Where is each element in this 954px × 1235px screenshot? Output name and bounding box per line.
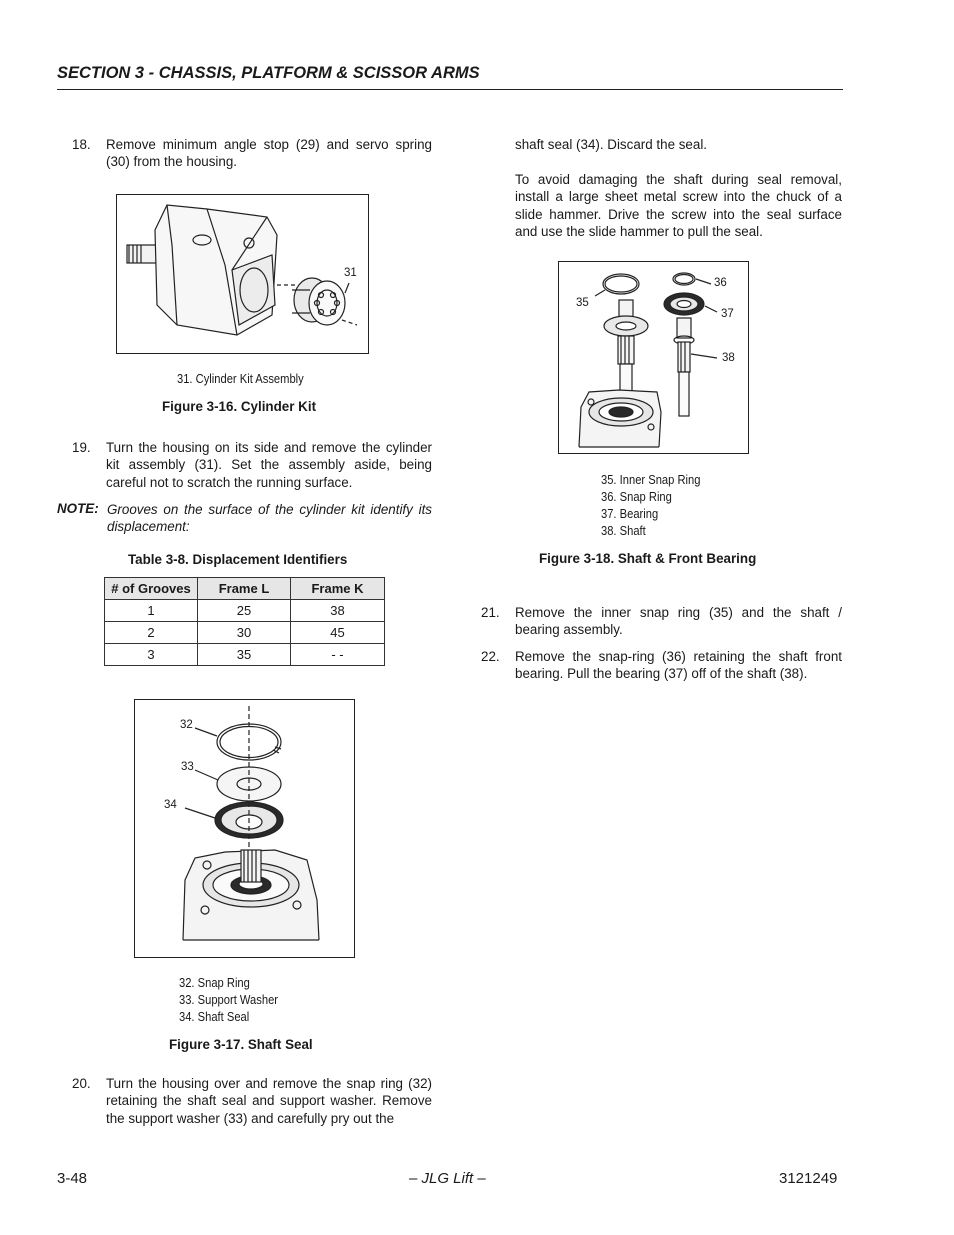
fig18-legend-item-38: 38. Shaft <box>601 523 646 538</box>
table-header-cell: Frame K <box>291 578 385 600</box>
footer-brand: – JLG Lift – <box>409 1170 486 1187</box>
fig18-callout-37: 37 <box>721 308 734 320</box>
seal-removal-tip: To avoid damaging the shaft during seal removal, install a large sheet metal screw into the chuck of a slide hammer. Drive the screw into the seal surface and use the slide hammer to pull the seal. <box>515 172 842 239</box>
table-cell: - - <box>291 644 385 666</box>
shaft-bearing-illustration <box>559 262 747 452</box>
table-cell: 45 <box>291 622 385 644</box>
fig17-legend-item-34: 34. Shaft Seal <box>179 1009 250 1024</box>
fig17-legend-item-32: 32. Snap Ring <box>179 975 250 990</box>
fig17-legend-item-33: 33. Support Washer <box>179 992 279 1007</box>
header-rule <box>57 89 843 90</box>
table-header-cell: Frame L <box>198 578 291 600</box>
step-19-number: 19. <box>72 440 91 455</box>
table-row <box>105 644 385 666</box>
step-20-continued-text: shaft seal (34). Discard the seal. <box>515 137 708 152</box>
fig17-callout-32: 32 <box>180 719 193 731</box>
note-label: NOTE: <box>57 501 99 516</box>
table-cell: 38 <box>291 600 385 622</box>
fig18-legend-item-36: 36. Snap Ring <box>601 489 672 504</box>
fig16-callout-31: 31 <box>344 267 357 279</box>
step-18-number: 18. <box>72 137 91 152</box>
figure-3-18-caption: Figure 3-18. Shaft & Front Bearing <box>539 551 757 566</box>
shaft-seal-illustration <box>135 700 353 956</box>
fig18-callout-38: 38 <box>722 352 735 364</box>
document-number: 3121249 <box>779 1170 838 1187</box>
fig18-callout-35: 35 <box>576 297 589 309</box>
figure-3-16-caption: Figure 3-16. Cylinder Kit <box>162 399 317 414</box>
fig18-legend-item-35: 35. Inner Snap Ring <box>601 472 701 487</box>
step-22-text: Remove the snap-ring (36) retaining the shaft front bearing. Pull the bearing (37) off of the shaft (38). <box>515 649 842 682</box>
displacement-table <box>104 577 385 666</box>
fig17-callout-33: 33 <box>181 761 194 773</box>
table-cell: 2 <box>105 622 198 644</box>
page-number: 3-48 <box>57 1170 88 1187</box>
table-cell: 25 <box>198 600 291 622</box>
table-3-8-title: Table 3-8. Displacement Identifiers <box>128 552 348 567</box>
figure-3-16-image <box>116 194 369 354</box>
step-18-text: Remove minimum angle stop (29) and servo spring (30) from the housing. <box>106 137 432 170</box>
note-text: Grooves on the surface of the cylinder kit identify its displacement: <box>107 502 432 535</box>
figure-3-18-image <box>558 261 749 454</box>
table-cell: 30 <box>198 622 291 644</box>
table-header-cell: # of Grooves <box>105 578 198 600</box>
step-20-text: Turn the housing over and remove the snap ring (32) retaining the shaft seal and support washer. Remove the support washer (33) and carefully pry out the <box>106 1076 432 1126</box>
step-22-number: 22. <box>481 649 500 664</box>
step-20-number: 20. <box>72 1076 91 1091</box>
section-header: SECTION 3 - CHASSIS, PLATFORM & SCISSOR ARMS <box>57 64 480 82</box>
cylinder-kit-illustration <box>117 195 367 352</box>
table-cell: 1 <box>105 600 198 622</box>
table-header-row <box>105 578 385 600</box>
table-cell: 35 <box>198 644 291 666</box>
fig16-legend-item: 31. Cylinder Kit Assembly <box>177 371 304 386</box>
step-19-text: Turn the housing on its side and remove the cylinder kit assembly (31). Set the assembly aside, being careful not to scratch the running surface. <box>106 440 432 490</box>
step-21-number: 21. <box>481 605 500 620</box>
step-21-text: Remove the inner snap ring (35) and the shaft / bearing assembly. <box>515 605 842 638</box>
figure-3-17-caption: Figure 3-17. Shaft Seal <box>169 1037 313 1052</box>
figure-3-17-image <box>134 699 355 958</box>
fig17-callout-34: 34 <box>164 799 177 811</box>
table-cell: 3 <box>105 644 198 666</box>
table-row <box>105 600 385 622</box>
table-row <box>105 622 385 644</box>
fig18-callout-36: 36 <box>714 277 727 289</box>
fig18-legend-item-37: 37. Bearing <box>601 506 659 521</box>
